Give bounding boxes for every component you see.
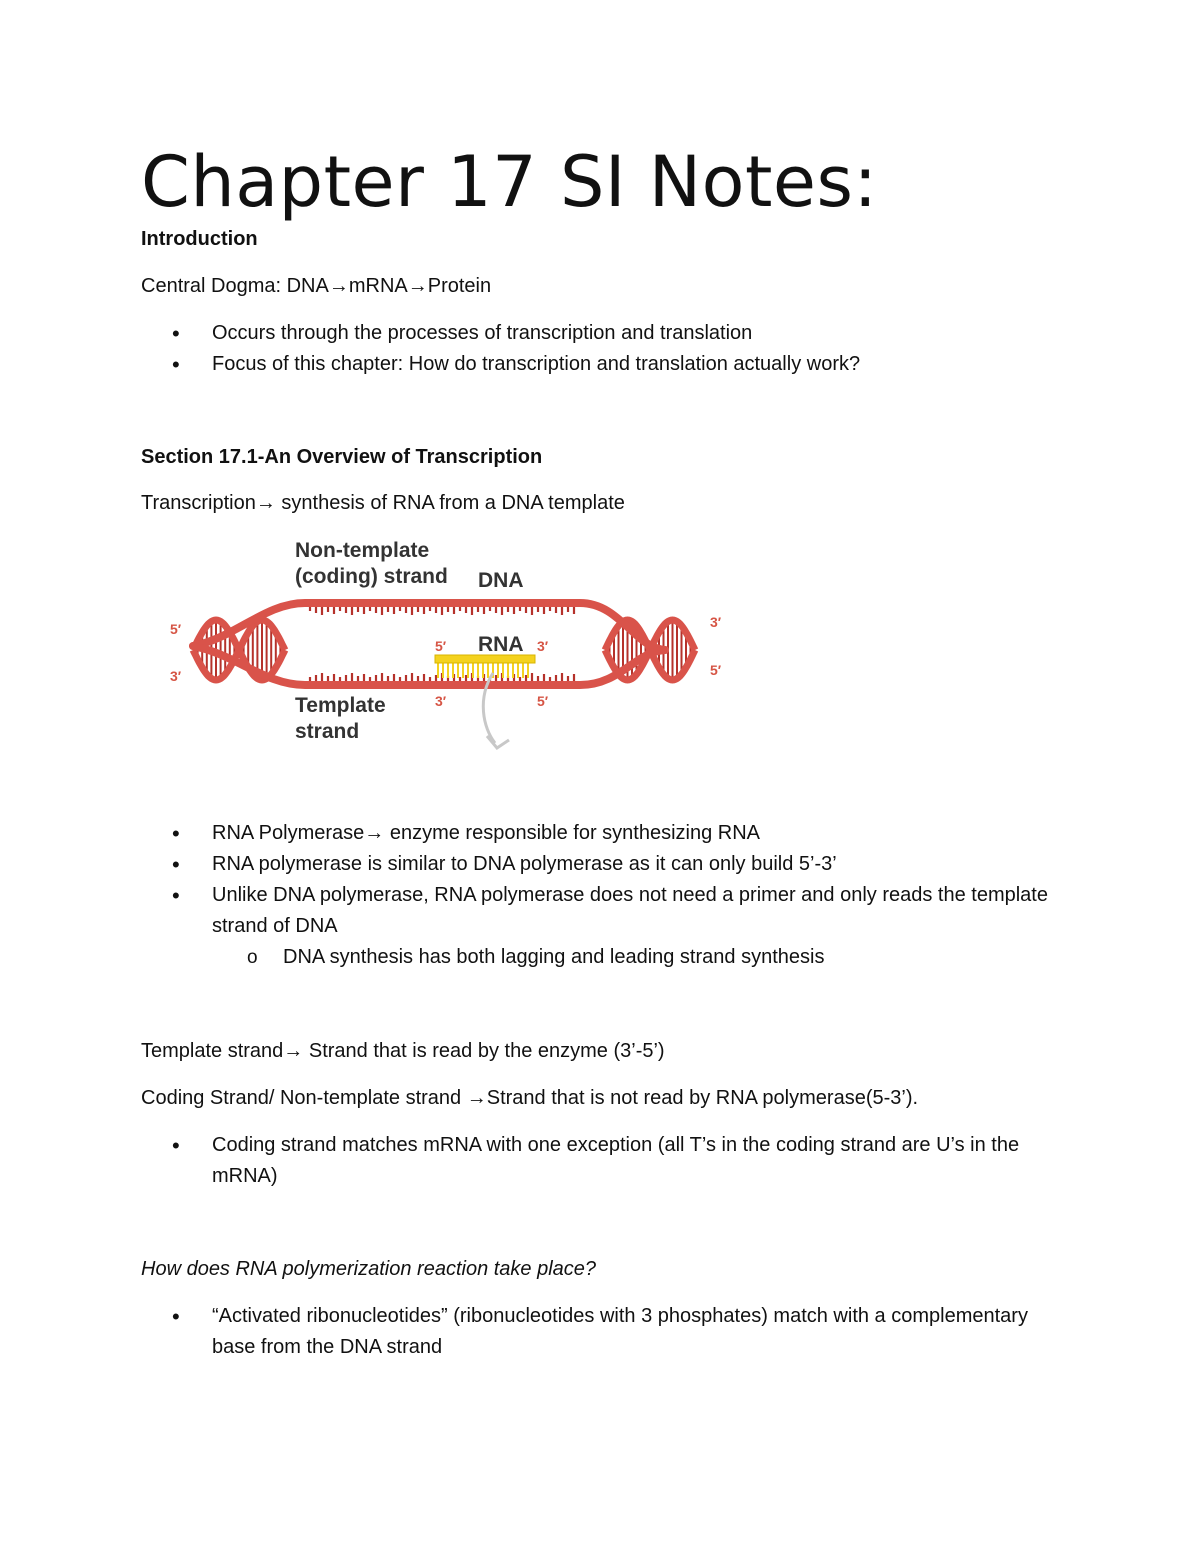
rna-label: RNA [478, 633, 524, 656]
template-strand-definition: Template strand→ Strand that is read by the enzyme (3’-5’) [141, 1040, 665, 1062]
page-title: Chapter 17 SI Notes: [141, 141, 878, 223]
coding-bullet-list [141, 1130, 1072, 1192]
template-three-prime: 3′ [435, 693, 447, 709]
three-prime-left-bottom: 3′ [170, 668, 182, 684]
three-prime-right-top: 3′ [710, 614, 722, 630]
rna-exit-arrow-head [487, 736, 509, 748]
five-prime-right-bottom: 5′ [710, 662, 722, 678]
sub-list-item: o DNA synthesis has both lagging and leading strand synthesis [212, 942, 1063, 973]
non-template-label-line1: Non-template [295, 539, 430, 562]
question-bullet-list [141, 1301, 1072, 1363]
coding-strand-bases [310, 606, 574, 615]
list-item: • “Activated ribonucleotides” (ribonucleotides with 3 phosphates) match with a complementary base from the DNA strand [141, 1301, 1072, 1363]
polymerase-bullet-list [141, 818, 1072, 973]
transcription-definition: Transcription→ synthesis of RNA from a DNA template [141, 492, 625, 514]
list-item: • Coding strand matches mRNA with one exception (all T’s in the coding strand are U’s in the mRNA) [141, 1130, 1072, 1192]
template-label-line2: strand [295, 720, 360, 743]
list-item: • Occurs through the processes of transcription and translation [141, 318, 1072, 349]
list-item: • RNA Polymerase→ enzyme responsible for synthesizing RNA [141, 818, 1072, 849]
transcription-diagram [165, 528, 735, 758]
dna-label: DNA [478, 569, 524, 592]
template-five-prime: 5′ [537, 693, 549, 709]
list-item: • RNA polymerase is similar to DNA polymerase as it can only build 5’-3’ [141, 849, 1072, 880]
non-template-label-line2: (coding) strand [295, 565, 448, 588]
intro-heading: Introduction [141, 228, 258, 250]
intro-bullet-list [141, 318, 1072, 380]
list-item: • Focus of this chapter: How do transcription and translation actually work? [141, 349, 1072, 380]
list-item-text: Unlike DNA polymerase, RNA polymerase does not need a primer and only reads the template strand of DNA [212, 884, 1048, 937]
coding-strand-definition: Coding Strand/ Non-template strand →Strand that is not read by RNA polymerase(5-3’). [141, 1087, 919, 1109]
rna-five-prime: 5′ [435, 638, 447, 654]
list-item [141, 880, 1072, 973]
rna-strand [435, 655, 535, 663]
five-prime-left-top: 5′ [170, 621, 182, 637]
template-label-line1: Template [295, 694, 386, 717]
polymerization-question: How does RNA polymerization reaction take place? [141, 1258, 597, 1280]
sub-bullet-list [212, 942, 1072, 973]
section-heading: Section 17.1-An Overview of Transcription [141, 446, 543, 468]
rna-three-prime: 3′ [537, 638, 549, 654]
central-dogma-line: Central Dogma: DNA→mRNA→Protein [141, 275, 492, 297]
